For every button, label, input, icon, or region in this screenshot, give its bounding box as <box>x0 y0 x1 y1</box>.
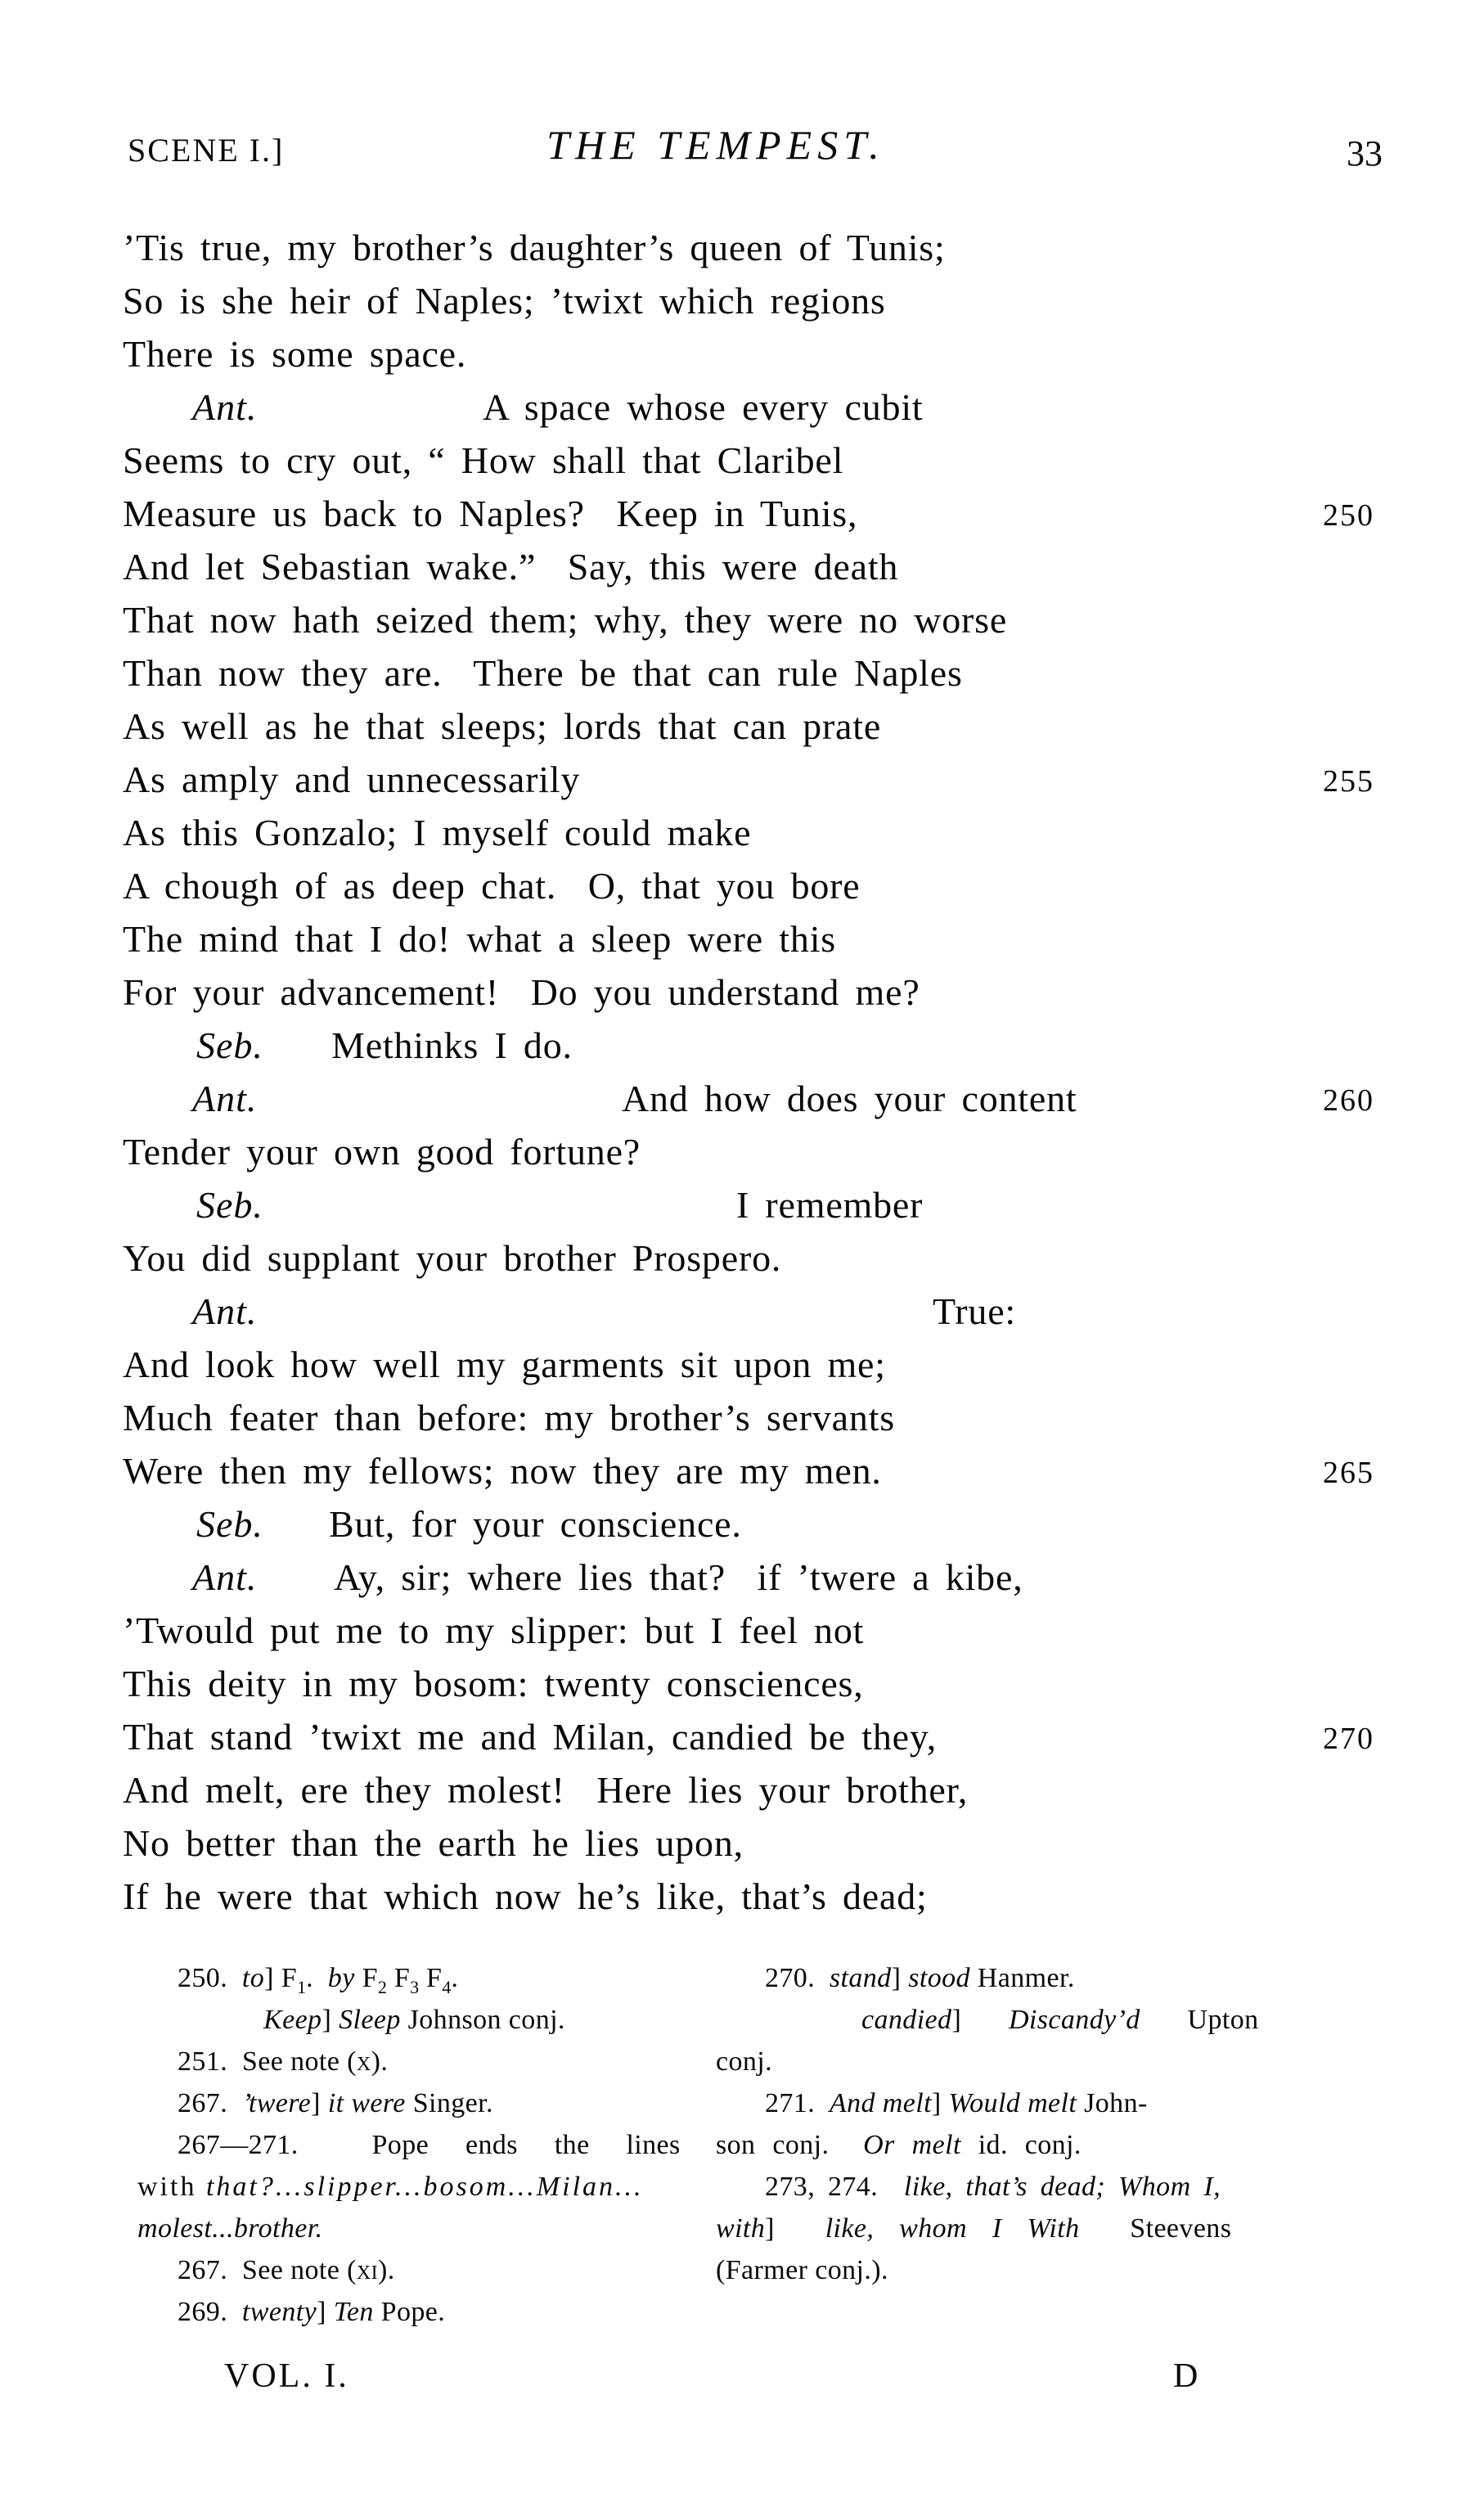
verse-text: ’Tis true, my brother’s daughter’s queen of Tunis; <box>123 227 946 268</box>
verse-line <box>123 1816 1374 1870</box>
verse-text: Methinks I do. <box>331 1024 573 1066</box>
footnote-run: Johnson conj. <box>400 2005 565 2035</box>
footnote-run: 270. <box>765 1963 830 1993</box>
verse-line <box>123 700 1374 753</box>
footnote-run: Keep <box>263 2005 322 2035</box>
footnote-run: (Farmer conj.). <box>716 2255 888 2285</box>
verse-line <box>123 1551 1374 1604</box>
verse-text: A space whose every cubit <box>483 386 924 428</box>
verse-text: Tender your own good fortune? <box>123 1131 641 1173</box>
verse-line-number: 270 <box>1323 1722 1374 1756</box>
footnote-run: Singer. <box>405 2088 493 2118</box>
footnote-run: with <box>137 2172 206 2202</box>
footnote-run: with <box>716 2213 766 2244</box>
verse-block <box>123 221 1374 1923</box>
verse-line <box>123 327 1374 380</box>
footnote-run: conj. <box>716 2046 773 2077</box>
footnote-line <box>716 1999 1308 2041</box>
verse-line <box>123 1178 1374 1231</box>
speaker-abbreviation: Ant. <box>192 386 258 428</box>
verse-text: As this Gonzalo; I myself could make <box>123 812 752 853</box>
footnote-line <box>131 2041 717 2082</box>
footnote-line <box>131 2291 717 2333</box>
verse-line <box>123 1710 1374 1763</box>
footnote-run: twenty <box>241 2297 317 2327</box>
footnote-run: candied <box>861 2005 952 2035</box>
footnote-line <box>716 2208 1308 2249</box>
speaker-abbreviation: Seb. <box>196 1184 263 1226</box>
speaker-abbreviation: Ant. <box>192 1078 258 1119</box>
verse-text: A chough of as deep chat. O, that you bore <box>123 865 861 907</box>
footnote-run: ] F <box>264 1963 298 1993</box>
scene-label: SCENE I.] <box>128 132 285 169</box>
footnote-run: ] <box>311 2088 328 2118</box>
verse-line <box>123 1125 1374 1178</box>
footnote-run: ). <box>371 2046 389 2077</box>
footnote-run: F <box>354 1963 378 1993</box>
footnote-run: ] <box>322 2005 340 2035</box>
speaker-abbreviation: Seb. <box>196 1024 263 1066</box>
footnote-run: 267. <box>178 2088 242 2118</box>
footnote-line <box>131 2082 717 2124</box>
signature-mark: D <box>1173 2357 1198 2395</box>
footnote-run: ] <box>891 1963 909 1993</box>
verse-text: Measure us back to Naples? Keep in Tunis, <box>123 493 858 534</box>
footnote-line <box>131 2166 717 2208</box>
footnote-run: ] <box>317 2297 334 2327</box>
footnote-run: x <box>356 2046 371 2077</box>
verse-text: Than now they are. There be that can rule Naples <box>123 652 963 694</box>
footnote-run: stood <box>908 1963 970 1993</box>
footnote-run: molest...brother. <box>137 2213 323 2244</box>
verse-text: True: <box>933 1290 1016 1332</box>
footnote-run: stand <box>829 1963 892 1993</box>
verse-text: I remember <box>736 1184 924 1226</box>
verse-text: As well as he that sleeps; lords that can prate <box>123 705 882 747</box>
verse-line <box>123 380 1374 434</box>
verse-text: As amply and unnecessarily <box>123 759 581 800</box>
footnote-run: id. conj. <box>960 2130 1082 2160</box>
footnote-run: Or melt <box>863 2130 961 2160</box>
footnote-run: it were <box>327 2088 406 2118</box>
verse-line <box>123 1019 1374 1072</box>
verse-line <box>123 540 1374 593</box>
verse-text: That stand ’twixt me and Milan, candied be they, <box>123 1716 937 1758</box>
verse-text: Seems to cry out, “ How shall that Claribel <box>123 439 844 481</box>
footnote-run: xi <box>356 2255 378 2285</box>
footnote-line <box>716 2124 1308 2166</box>
footnote-run: ] <box>765 2213 825 2244</box>
footnote-run: 4 <box>442 1977 452 1997</box>
footnotes-left-column <box>131 1957 717 2333</box>
verse-text: So is she heir of Naples; ’twixt which regions <box>123 280 886 322</box>
verse-text: This deity in my bosom: twenty consciences, <box>123 1663 864 1704</box>
footnote-run: 269. <box>178 2297 242 2327</box>
footnote-line <box>131 2124 717 2166</box>
footnotes-right-column <box>716 1957 1308 2291</box>
verse-line <box>123 1231 1374 1285</box>
verse-text: No better than the earth he lies upon, <box>123 1822 744 1864</box>
footnote-run: ). <box>377 2255 395 2285</box>
footnote-run: 251. See note ( <box>178 2046 357 2077</box>
verse-line <box>123 1338 1374 1391</box>
footnote-line <box>716 1957 1308 1999</box>
footnote-run: by <box>327 1963 355 1993</box>
verse-line <box>123 1444 1374 1497</box>
verse-line <box>123 487 1374 540</box>
verse-text: But, for your conscience. <box>329 1503 742 1545</box>
running-title: THE TEMPEST. <box>546 122 885 168</box>
verse-text: That now hath seized them; why, they were no worse <box>123 599 1008 641</box>
verse-line <box>123 646 1374 700</box>
footnote-line <box>131 1999 717 2041</box>
verse-text: And let Sebastian wake.” Say, this were death <box>123 546 899 587</box>
verse-line <box>123 1604 1374 1657</box>
footnote-run: 3 <box>410 1977 420 1997</box>
footnote-run: that?...slipper...bosom...Milan... <box>205 2172 644 2202</box>
footnote-run: Steevens <box>1079 2213 1232 2244</box>
verse-line <box>123 1391 1374 1444</box>
footnote-line <box>716 2249 1308 2291</box>
footnote-run: 271. <box>765 2088 830 2118</box>
footnote-run: Ten <box>333 2297 374 2327</box>
footnote-run: Would melt <box>948 2088 1077 2118</box>
footnote-run: Sleep <box>339 2005 401 2035</box>
footnote-run: ] <box>931 2088 949 2118</box>
footnote-run: Pope. <box>373 2297 446 2327</box>
footnote-line <box>131 2208 717 2249</box>
verse-text: For your advancement! Do you understand me? <box>123 971 920 1013</box>
verse-line <box>123 434 1374 487</box>
page-number: 33 <box>1347 133 1383 173</box>
verse-line <box>123 1763 1374 1816</box>
verse-text: The mind that I do! what a sleep were this <box>123 918 836 960</box>
verse-line-number: 265 <box>1323 1456 1374 1490</box>
footnote-run: Hanmer. <box>969 1963 1075 1993</box>
footnote-run: . <box>306 1963 328 1993</box>
verse-text: And how does your content <box>622 1078 1077 1119</box>
footnote-run: 250. <box>178 1963 242 1993</box>
verse-text: You did supplant your brother Prospero. <box>123 1237 782 1279</box>
verse-text: And melt, ere they molest! Here lies your brother, <box>123 1769 969 1811</box>
verse-text: There is some space. <box>123 333 467 375</box>
footnote-run: F <box>386 1963 411 1993</box>
verse-text: Ay, sir; where lies that? if ’twere a kibe, <box>334 1556 1023 1598</box>
verse-line <box>123 753 1374 806</box>
verse-text: If he were that which now he’s like, that’s dead; <box>123 1875 928 1917</box>
verse-line <box>123 966 1374 1019</box>
footnote-run: to <box>241 1963 265 1993</box>
footnote-line <box>131 1957 717 1999</box>
verse-line <box>123 1072 1374 1125</box>
volume-label: VOL. I. <box>224 2357 349 2395</box>
footnote-run: And melt <box>829 2088 932 2118</box>
verse-line <box>123 912 1374 966</box>
verse-line <box>123 274 1374 327</box>
footnote-line <box>131 2249 717 2291</box>
verse-text: Were then my fellows; now they are my men. <box>123 1450 882 1492</box>
verse-line-number: 250 <box>1323 498 1374 533</box>
footnote-run: John- <box>1077 2088 1148 2118</box>
footnote-run: Discandy’d <box>1008 2005 1140 2035</box>
verse-line <box>123 1657 1374 1710</box>
verse-text: And look how well my garments sit upon me; <box>123 1344 886 1385</box>
footnote-run: like, whom I With <box>825 2213 1080 2244</box>
speaker-abbreviation: Seb. <box>196 1503 263 1545</box>
verse-line <box>123 806 1374 859</box>
footnote-run: 267. See note ( <box>178 2255 357 2285</box>
footnote-run: son conj. <box>716 2130 864 2160</box>
footnote-run: 267—271. Pope ends the lines <box>178 2130 681 2160</box>
verse-line <box>123 1285 1374 1338</box>
verse-line <box>123 1497 1374 1551</box>
footnote-run: 1 <box>297 1977 307 1997</box>
footnote-run: ’twere <box>241 2088 312 2118</box>
verse-text: Much feater than before: my brother’s servants <box>123 1397 895 1438</box>
footnote-run: 2 <box>377 1977 387 1997</box>
footnote-line <box>716 2082 1308 2124</box>
speaker-abbreviation: Ant. <box>192 1556 258 1598</box>
footnote-run: Upton <box>1140 2005 1259 2035</box>
footnote-run: 273, 274. <box>765 2172 904 2202</box>
footnote-run: . <box>451 1963 459 1993</box>
footnote-run: like, that’s dead; Whom I, <box>903 2172 1221 2202</box>
footnote-run: ] <box>951 2005 1009 2035</box>
footnote-run: F <box>419 1963 443 1993</box>
speaker-abbreviation: Ant. <box>192 1290 258 1332</box>
verse-line <box>123 859 1374 912</box>
footnote-line <box>716 2041 1308 2082</box>
verse-line-number: 260 <box>1323 1083 1374 1118</box>
verse-text: ’Twould put me to my slipper: but I feel not <box>123 1609 865 1651</box>
verse-line <box>123 1870 1374 1923</box>
verse-line-number: 255 <box>1323 764 1374 799</box>
verse-line <box>123 593 1374 646</box>
verse-line <box>123 221 1374 274</box>
footnote-line <box>716 2166 1308 2208</box>
